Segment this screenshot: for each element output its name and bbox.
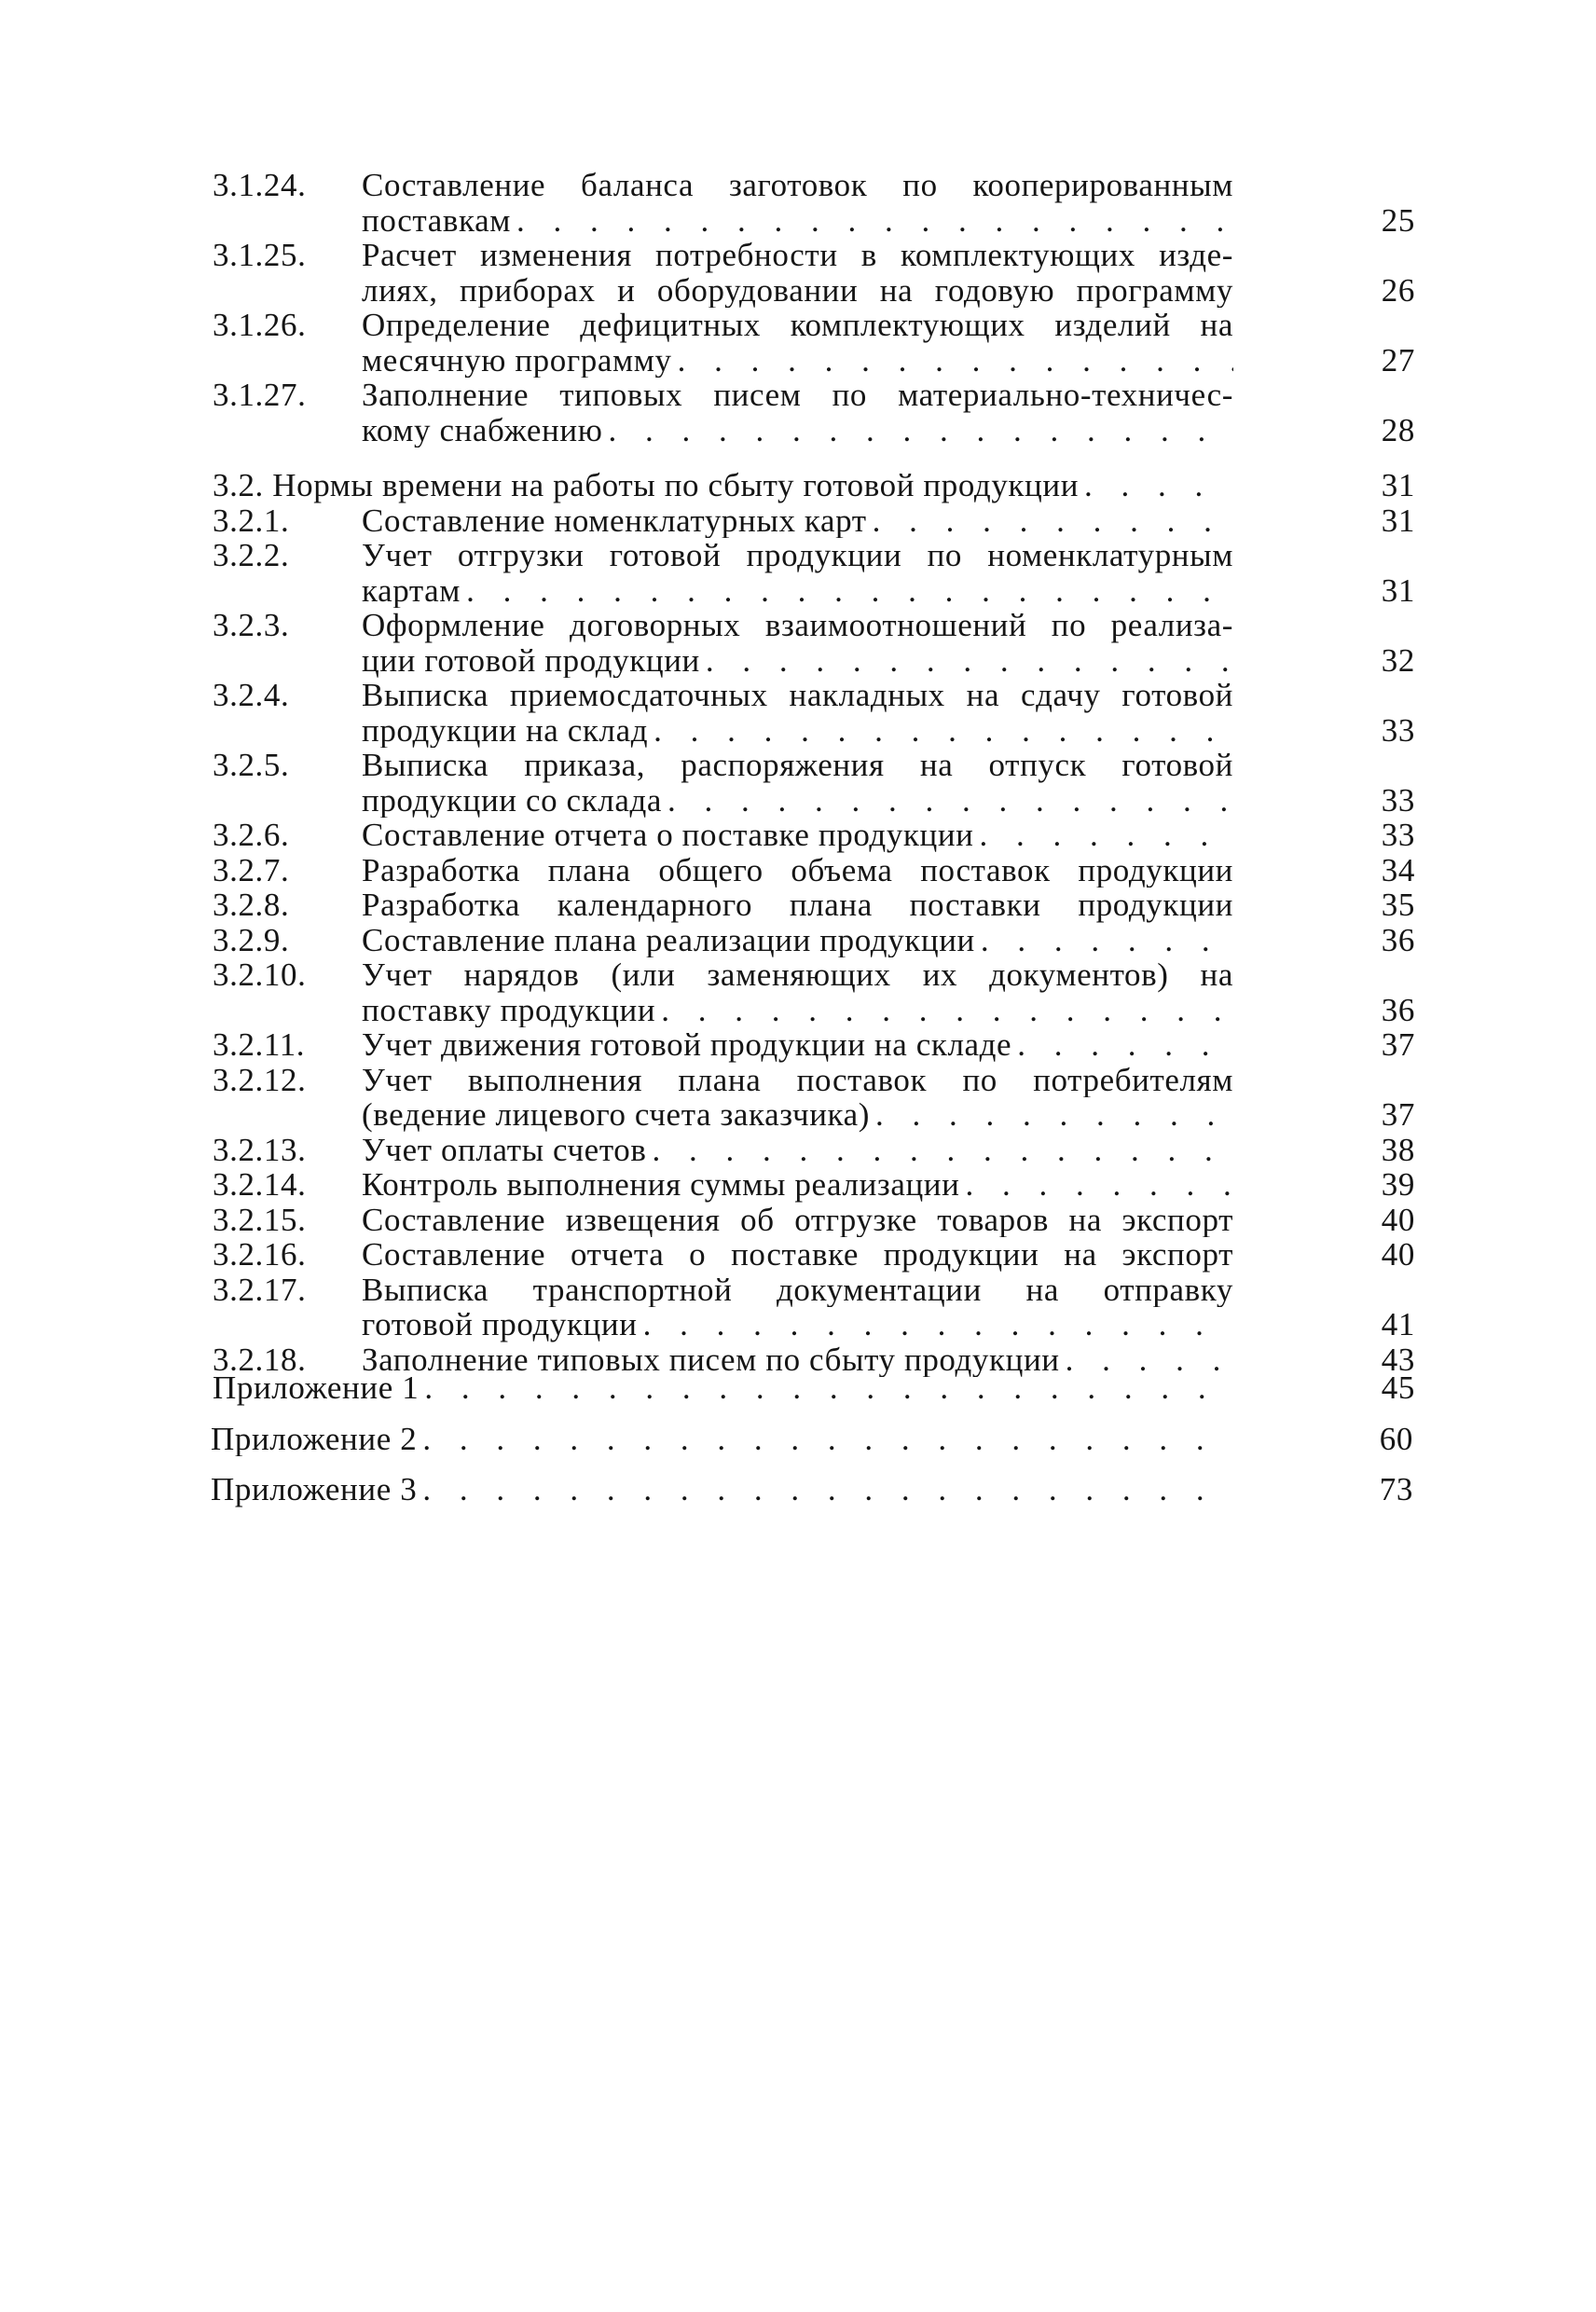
toc-page-number: 28 <box>1381 411 1415 448</box>
toc-page-number: 40 <box>1381 1236 1415 1273</box>
appendix-title <box>213 1370 1233 1406</box>
toc-entry-line: Составление извещения об отгрузке товаров на экспорт <box>362 1202 1233 1237</box>
toc-entry-title <box>362 1063 1233 1133</box>
dot-leader <box>417 1422 1231 1457</box>
toc-entry-leader <box>362 343 1233 378</box>
toc-entry-title <box>362 308 1233 378</box>
toc-entry-title <box>362 1237 1233 1273</box>
dot-leader <box>1079 468 1233 503</box>
toc-entry-line: Разработка календарного плана поставки продукции <box>362 888 1233 923</box>
toc-entry-line: поставку продукции <box>362 992 656 1027</box>
toc-entry-3-2-7[interactable] <box>213 853 1415 888</box>
toc-entry-line: Оформление договорных взаимоотношений по реализа- <box>362 608 1233 643</box>
toc-page-number: 25 <box>1381 201 1415 239</box>
toc-entry-leader <box>362 993 1233 1028</box>
appendix-text: Приложение 1 <box>213 1370 420 1406</box>
toc-section-3-2[interactable] <box>213 468 1415 503</box>
toc-entry-leader <box>362 818 1233 853</box>
toc-entry-3-2-5[interactable] <box>213 748 1415 818</box>
toc-entry-leader <box>362 1097 1233 1133</box>
toc-page-number: 40 <box>1381 1201 1415 1238</box>
toc-entry-line: ции готовой продукции <box>362 642 700 678</box>
toc-page-number: 41 <box>1381 1306 1415 1342</box>
toc-entry-number: 3.1.25. <box>213 237 307 273</box>
toc-entry-number: 3.2.4. <box>213 677 290 713</box>
toc-entry-line: картам <box>362 572 461 608</box>
toc-entry-title <box>362 888 1233 923</box>
toc-entry-number: 3.2.7. <box>213 851 290 888</box>
toc-entry-leader <box>362 783 1233 819</box>
appendix-text: Приложение 3 <box>211 1472 418 1507</box>
toc-entry-line: Разработка плана общего объема поставок продукции <box>362 852 1233 888</box>
toc-entry-number: 3.1.26. <box>213 307 307 343</box>
toc-entry-title <box>362 853 1233 888</box>
toc-entry-number: 3.2.13. <box>213 1131 307 1168</box>
toc-entry-number: 3.2.12. <box>213 1061 307 1098</box>
dot-leader <box>870 1097 1233 1133</box>
toc-entry-3-2-17[interactable] <box>213 1273 1415 1342</box>
toc-page-number: 73 <box>1379 1471 1413 1507</box>
dot-leader <box>655 993 1233 1028</box>
toc-entry-3-2-4[interactable] <box>213 678 1415 748</box>
toc-entry-line: Выписка транспортной документации на отправку <box>362 1272 1233 1307</box>
toc-entry-title <box>362 1203 1233 1238</box>
toc-entry-title <box>362 678 1233 748</box>
toc-page-number: 39 <box>1381 1166 1415 1203</box>
toc-entry-3-1-27[interactable] <box>213 378 1415 447</box>
toc-entry-line: Составление отчета о поставке продукции на экспорт <box>362 1237 1233 1273</box>
toc-entry-line: Заполнение типовых писем по материально-техничес- <box>362 378 1233 413</box>
toc-entry-line: Учет отгрузки готовой продукции по номенклатурным <box>362 538 1233 573</box>
dot-leader <box>867 503 1233 539</box>
toc-entry-line: Определение дефицитных комплектующих изделий на <box>362 308 1233 343</box>
toc-page-number: 37 <box>1381 1096 1415 1133</box>
toc-entry-3-2-15[interactable] <box>213 1203 1415 1238</box>
toc-entry-title <box>362 238 1233 308</box>
toc-entry-leader <box>362 923 1233 958</box>
toc-entry-line: Учет оплаты счетов <box>362 1132 647 1167</box>
toc-entry-line: продукции со склада <box>362 782 663 818</box>
toc-entry-3-2-3[interactable] <box>213 608 1415 678</box>
toc-entry-3-2-9[interactable] <box>213 923 1415 958</box>
toc-entry-number: 3.2.9. <box>213 921 290 958</box>
toc-page-number: 31 <box>1381 502 1415 539</box>
toc-entry-3-1-25[interactable] <box>213 238 1415 308</box>
toc-entry-title <box>362 1167 1233 1203</box>
toc-page-number: 27 <box>1381 341 1415 378</box>
toc-entry-leader <box>362 203 1233 239</box>
toc-entry-3-2-14[interactable] <box>213 1167 1415 1203</box>
appendix-title <box>211 1472 1231 1507</box>
toc-entry-line: поставкам <box>362 202 511 238</box>
toc-entry-line: Учет нарядов (или заменяющих их документов) на <box>362 957 1233 993</box>
toc-entry-line: Составление отчета о поставке продукции <box>362 818 974 853</box>
toc-entry-line: Составление плана реализации продукции <box>362 922 975 957</box>
toc-page-number: 43 <box>1381 1341 1415 1378</box>
toc-entry-line: кому снабжению <box>362 412 603 447</box>
dot-leader <box>461 573 1233 609</box>
dot-leader <box>417 1472 1231 1507</box>
toc-entry-number: 3.1.24. <box>213 167 307 203</box>
dot-leader <box>602 413 1233 448</box>
appendix-list <box>213 1370 1415 1523</box>
toc-section-text: 3.2. Нормы времени на работы по сбыту готовой продукции <box>213 468 1080 503</box>
toc-entry-title <box>362 748 1233 818</box>
dot-leader <box>1011 1027 1233 1063</box>
toc-entry-title <box>362 168 1233 238</box>
toc-entry-3-2-1[interactable] <box>213 503 1415 539</box>
toc-entry-line: Расчет изменения потребности в комплектующих изде- <box>362 238 1233 273</box>
dot-leader <box>959 1167 1233 1203</box>
toc-entry-3-2-10[interactable] <box>213 957 1415 1027</box>
toc-entry-title <box>362 957 1233 1027</box>
toc-page-number: 26 <box>1381 271 1415 309</box>
toc-entry-number: 3.2.1. <box>213 502 290 539</box>
appendix-title <box>211 1422 1231 1457</box>
toc-entry-3-2-2[interactable] <box>213 538 1415 608</box>
toc-entry-line: лиях, приборах и оборудовании на годовую программу <box>362 272 1233 308</box>
table-of-contents <box>213 168 1415 1377</box>
toc-page-number: 33 <box>1381 817 1415 853</box>
toc-page-number: 36 <box>1381 921 1415 958</box>
toc-entry-number: 3.2.2. <box>213 537 290 573</box>
toc-page-number: 36 <box>1381 991 1415 1028</box>
toc-entry-number: 3.1.27. <box>213 377 307 413</box>
toc-page-number: 32 <box>1381 641 1415 679</box>
toc-entry-number: 3.2.3. <box>213 607 290 643</box>
toc-page-number: 33 <box>1381 711 1415 749</box>
toc-page-number: 37 <box>1381 1026 1415 1063</box>
toc-entry-number: 3.2.18. <box>213 1341 307 1378</box>
toc-entry-leader <box>362 573 1233 609</box>
toc-appendix-3[interactable] <box>211 1472 1413 1507</box>
toc-entry-title <box>362 608 1233 678</box>
dot-leader <box>419 1370 1233 1406</box>
dot-leader <box>511 203 1233 239</box>
toc-entry-number: 3.2.5. <box>213 747 290 783</box>
toc-entry-title <box>362 378 1233 447</box>
toc-entry-3-2-11[interactable] <box>213 1027 1415 1063</box>
toc-page-number: 34 <box>1381 851 1415 888</box>
toc-page-number: 45 <box>1381 1369 1415 1406</box>
toc-entry-number: 3.2.11. <box>213 1026 306 1063</box>
toc-entry-number: 3.2.17. <box>213 1271 307 1308</box>
toc-entry-title <box>362 1133 1233 1168</box>
toc-entry-3-2-13[interactable] <box>213 1133 1415 1168</box>
toc-entry-number: 3.2.15. <box>213 1201 307 1238</box>
toc-entry-leader <box>362 713 1233 749</box>
toc-entry-number: 3.2.14. <box>213 1166 307 1203</box>
toc-page-number: 31 <box>1381 571 1415 609</box>
toc-entry-number: 3.2.8. <box>213 887 290 923</box>
toc-entry-line: Учет выполнения плана поставок по потребителям <box>362 1062 1233 1097</box>
toc-entry-line: готовой продукции <box>362 1307 638 1342</box>
dot-leader <box>974 818 1233 853</box>
toc-entry-3-2-8[interactable] <box>213 888 1415 923</box>
toc-page-number: 60 <box>1379 1420 1413 1457</box>
dot-leader <box>975 923 1233 958</box>
toc-page-number: 31 <box>1381 467 1415 503</box>
toc-entry-title <box>362 1027 1233 1063</box>
toc-entry-leader <box>362 643 1233 679</box>
dot-leader <box>648 713 1233 749</box>
toc-entry-line: (ведение лицевого счета заказчика) <box>362 1097 870 1133</box>
toc-entry-3-1-24[interactable] <box>213 168 1415 238</box>
toc-entry-line: месячную программу <box>362 342 672 378</box>
toc-entry-number: 3.2.10. <box>213 956 307 993</box>
toc-entry-title <box>362 538 1233 608</box>
toc-entry-leader <box>362 1307 1233 1342</box>
toc-page-number: 38 <box>1381 1131 1415 1168</box>
toc-entry-leader <box>362 413 1233 448</box>
toc-entry-leader <box>362 1167 1233 1203</box>
toc-entry-line: Составление баланса заготовок по кооперированным <box>362 168 1233 203</box>
toc-page-number: 33 <box>1381 781 1415 819</box>
toc-entry-line: Заполнение типовых писем по сбыту продукции <box>362 1342 1060 1377</box>
toc-entry-number: 3.2.6. <box>213 817 290 853</box>
toc-entry-line: Контроль выполнения суммы реализации <box>362 1167 960 1203</box>
toc-page-number: 35 <box>1381 887 1415 923</box>
dot-leader <box>672 343 1233 378</box>
toc-entry-3-1-26[interactable] <box>213 308 1415 378</box>
toc-entry-3-2-16[interactable] <box>213 1237 1415 1273</box>
toc-entry-leader <box>362 1027 1233 1063</box>
toc-entry-line: продукции на склад <box>362 712 649 748</box>
dot-leader <box>638 1307 1233 1342</box>
toc-entry-leader <box>362 503 1233 539</box>
toc-entry-title <box>362 1273 1233 1342</box>
toc-entry-3-2-6[interactable] <box>213 818 1415 853</box>
dot-leader <box>646 1133 1233 1168</box>
toc-entry-line: Выписка приказа, распоряжения на отпуск готовой <box>362 748 1233 783</box>
toc-entry-leader <box>362 1133 1233 1168</box>
toc-entry-3-2-12[interactable] <box>213 1063 1415 1133</box>
toc-entry-title <box>362 923 1233 958</box>
toc-appendix-2[interactable] <box>211 1422 1413 1457</box>
dot-leader <box>662 783 1233 819</box>
toc-entry-line: Учет движения готовой продукции на складе <box>362 1027 1012 1063</box>
appendix-text: Приложение 2 <box>211 1421 418 1456</box>
toc-entry-number: 3.2.16. <box>213 1236 307 1273</box>
toc-entry-line: Составление номенклатурных карт <box>362 502 867 538</box>
toc-entry-title <box>362 503 1233 539</box>
toc-appendix-1[interactable] <box>213 1370 1415 1406</box>
toc-entry-title <box>362 818 1233 853</box>
dot-leader <box>700 643 1233 679</box>
toc-section-title <box>213 468 1233 503</box>
toc-entry-line: Выписка приемосдаточных накладных на сдачу готовой <box>362 678 1233 713</box>
